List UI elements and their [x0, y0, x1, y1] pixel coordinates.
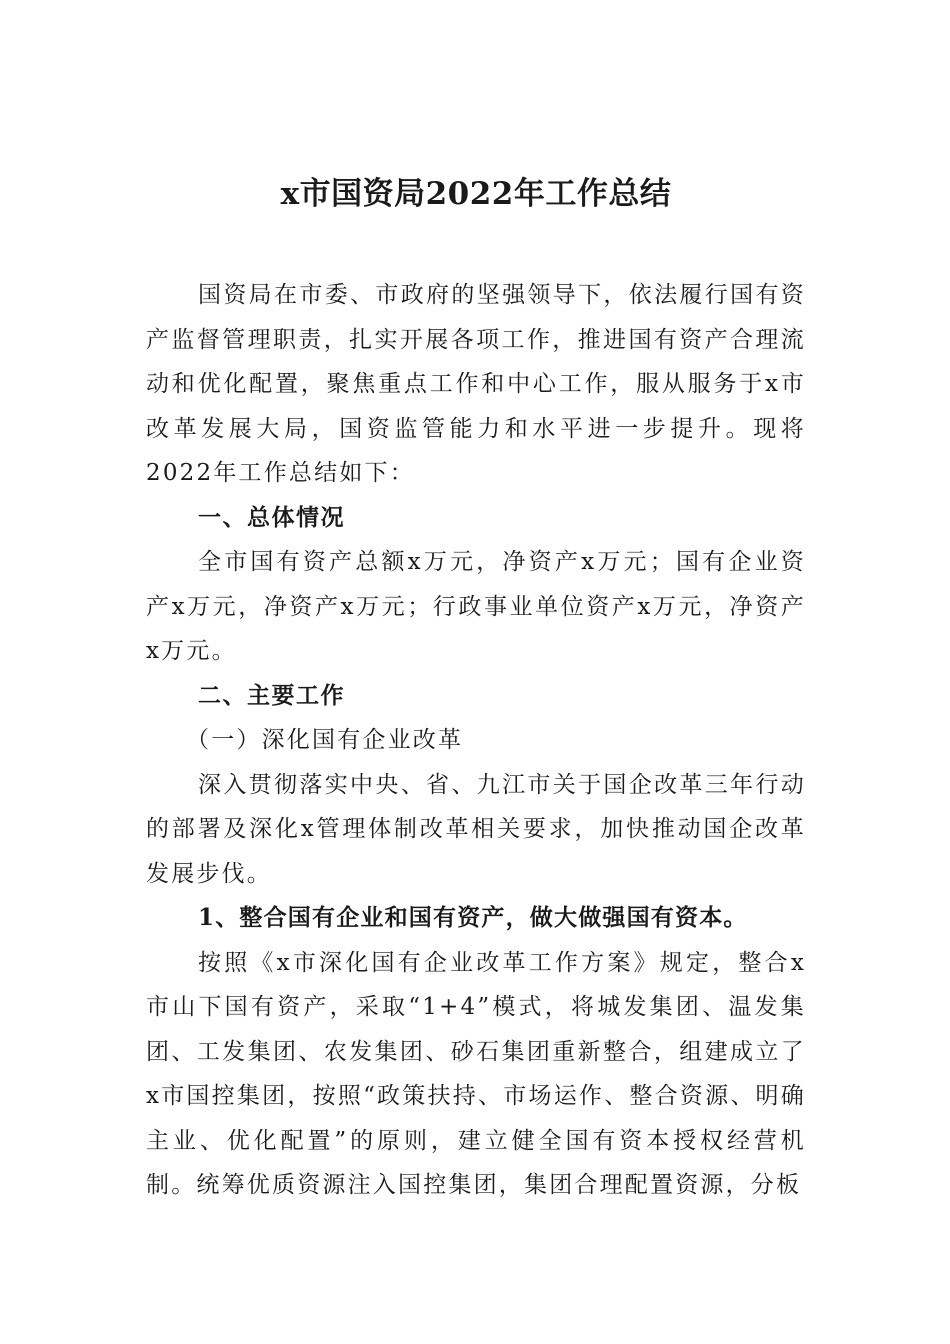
- section-heading-overview: 一、总体情况: [198, 503, 345, 531]
- overview-paragraph: 全市国有资产总额x万元，净资产x万元；国有企业资产x万元，净资产x万元；行政事业单位资产x万元，净资产x万元。: [146, 549, 806, 664]
- document-body: [146, 273, 806, 1208]
- subsection-heading-reform: （一）深化国有企业改革: [186, 727, 464, 753]
- integration-paragraph: 按照《x市深化国有企业改革工作方案》规定，整合x市山下国有资产，采取“1+4”模式，将城发集团、温发集团、工发集团、农发集团、砂石集团重新整合，组建成立了x市国控集团，按照“政策扶持、市场运作、整合资源、明确主业、优化配置”的原则，建立健全国有资本授权经营机制。统筹优质资源注入国控集团，集团合理配置资源，分板: [146, 949, 806, 1198]
- intro-paragraph: 国资局在市委、市政府的坚强领导下，依法履行国有资产监督管理职责，扎实开展各项工作，推进国有资产合理流动和优化配置，聚焦重点工作和中心工作，服从服务于x市改革发展大局，国资监管能力和水平进一步提升。现将2022年工作总结如下：: [146, 282, 806, 486]
- reform-paragraph: 深入贯彻落实中央、省、九江市关于国企改革三年行动的部署及深化x管理体制改革相关要求，加快推动国企改革发展步伐。: [146, 771, 806, 887]
- document-title: x市国资局2022年工作总结: [280, 176, 672, 212]
- item-heading-integration: 1、整合国有企业和国有资产，做大做强国有资本。: [198, 904, 748, 931]
- section-heading-main-work: 二、主要工作: [198, 681, 345, 709]
